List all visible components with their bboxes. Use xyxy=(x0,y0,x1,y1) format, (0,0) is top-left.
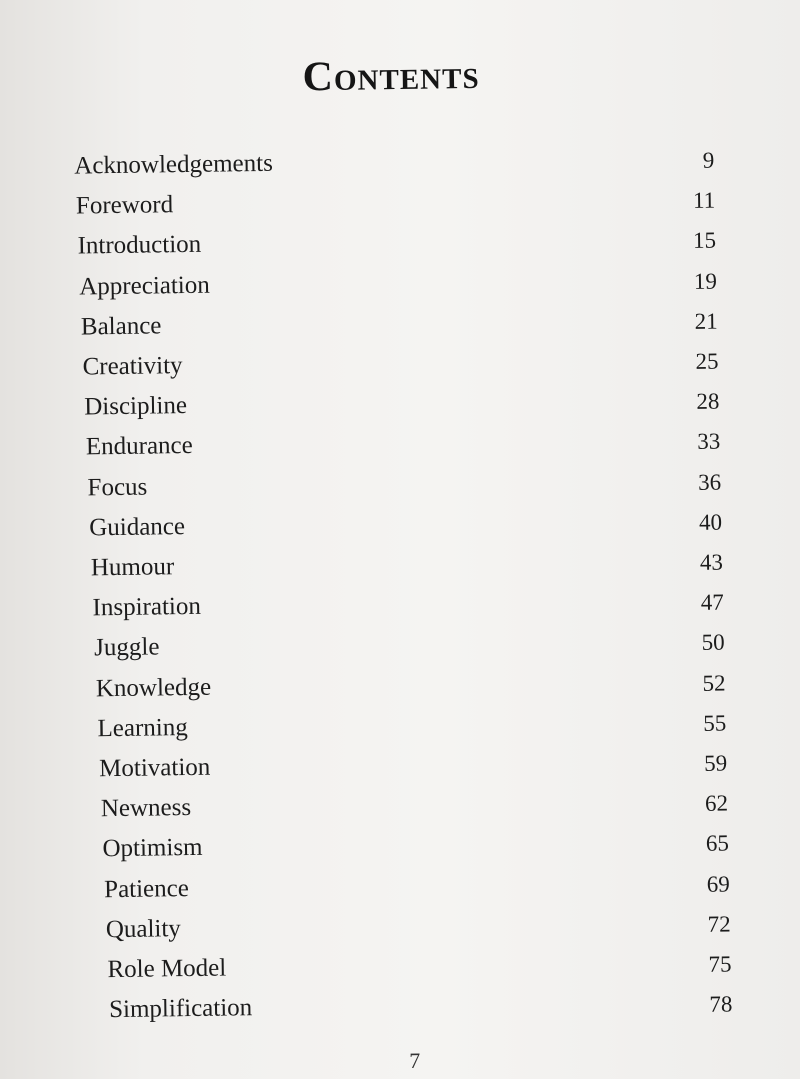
page-number: 7 xyxy=(409,1047,421,1073)
toc-entry-page-number: 55 xyxy=(703,710,727,736)
toc-entry-page-number: 52 xyxy=(702,670,726,696)
toc-entry-title: Creativity xyxy=(82,352,183,381)
page-title: Contents xyxy=(302,51,480,101)
toc-entry-title: Discipline xyxy=(84,392,188,421)
toc-entry-title: Acknowledgements xyxy=(74,149,274,180)
toc-entry-title: Learning xyxy=(97,713,188,743)
toc-entry-title: Newness xyxy=(100,794,192,823)
toc-entry-page-number: 65 xyxy=(705,830,730,857)
toc-entry-page-number: 69 xyxy=(706,871,730,897)
toc-entry-page-number: 15 xyxy=(692,228,717,254)
toc-entry-page-number: 62 xyxy=(704,790,729,817)
toc-entry-title: Humour xyxy=(90,553,175,582)
toc-entry-title: Optimism xyxy=(102,834,203,863)
toc-entry-page-number: 33 xyxy=(697,428,721,455)
toc-entry-title: Inspiration xyxy=(92,593,202,622)
toc-entry-title: Focus xyxy=(87,473,148,502)
toc-entry-page-number: 36 xyxy=(697,469,722,495)
toc-entry-title: Simplification xyxy=(108,994,253,1024)
toc-entry-title: Patience xyxy=(103,874,190,903)
toc-entry-page-number: 43 xyxy=(699,549,724,575)
toc-entry-title: Guidance xyxy=(89,512,186,542)
toc-entry-page-number: 47 xyxy=(700,589,724,616)
toc-entry-title: Introduction xyxy=(77,231,202,260)
toc-entry-title: Juggle xyxy=(94,633,160,662)
toc-entry-page-number: 75 xyxy=(708,951,732,977)
toc-entry-title: Appreciation xyxy=(79,271,210,301)
toc-entry-page-number: 50 xyxy=(701,629,725,656)
toc-entry-title: Quality xyxy=(105,914,182,943)
table-of-contents xyxy=(2,142,800,1024)
toc-entry-page-number: 19 xyxy=(693,268,718,294)
toc-entry-page-number: 9 xyxy=(702,147,715,173)
toc-entry-title: Foreword xyxy=(75,191,174,220)
toc-entry-page-number: 11 xyxy=(692,187,716,214)
toc-entry-page-number: 78 xyxy=(709,991,733,1017)
toc-entry-page-number: 72 xyxy=(707,911,731,937)
toc-entry-title: Knowledge xyxy=(95,673,212,702)
toc-entry-title: Endurance xyxy=(85,432,193,461)
toc-entry-page-number: 25 xyxy=(695,348,719,374)
toc-entry-title: Motivation xyxy=(99,753,211,783)
toc-entry-page-number: 21 xyxy=(694,308,718,334)
toc-entry-title: Role Model xyxy=(107,954,227,984)
toc-entry-page-number: 59 xyxy=(704,750,728,776)
toc-entry-page-number: 28 xyxy=(696,388,720,415)
toc-entry-page-number: 40 xyxy=(698,509,723,535)
toc-entry-title: Balance xyxy=(80,312,162,341)
